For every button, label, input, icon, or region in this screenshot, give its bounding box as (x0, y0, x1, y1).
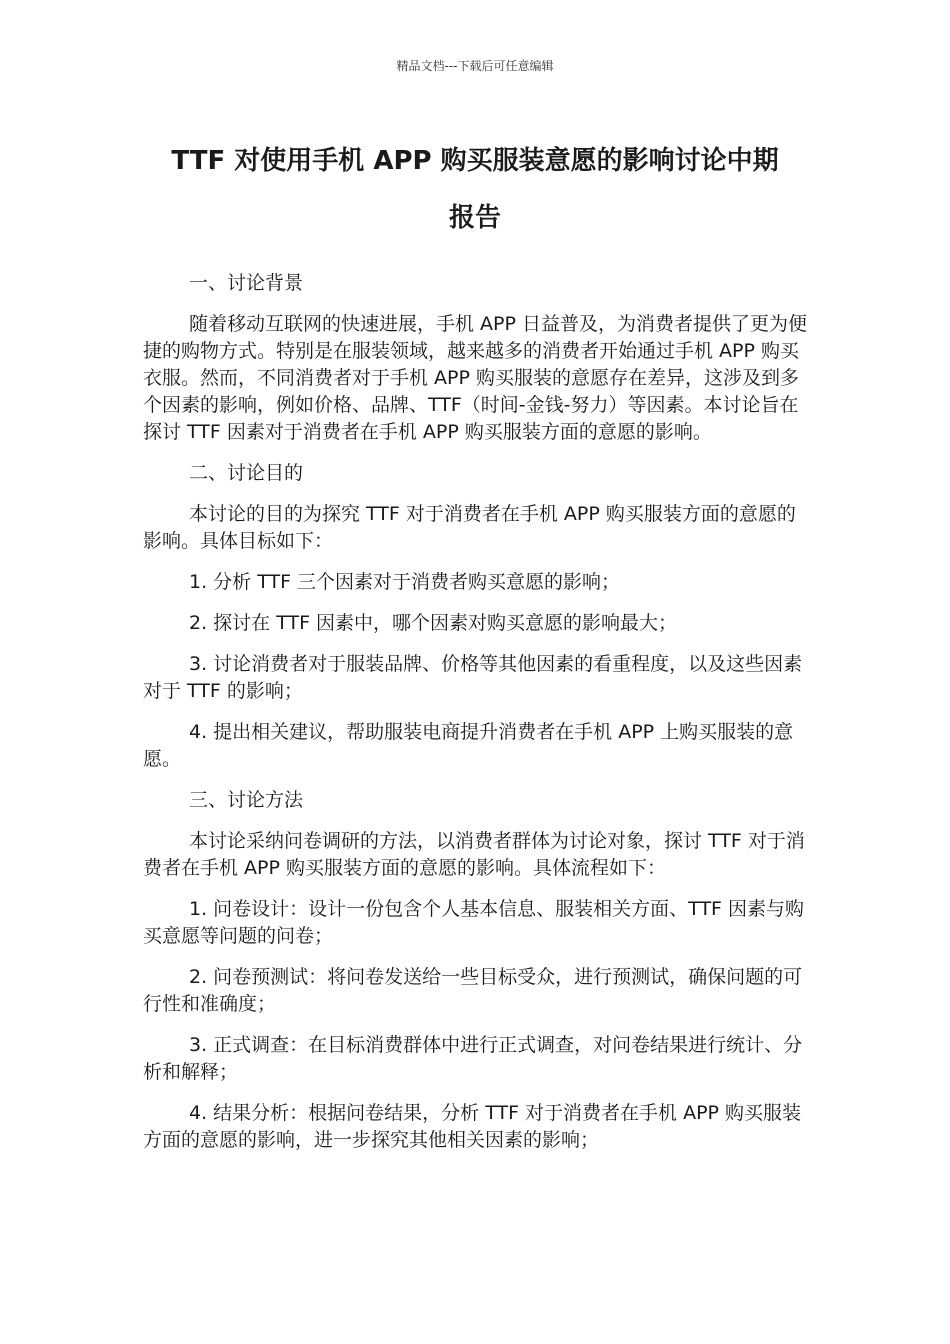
list-item: 4. 结果分析：根据问卷结果，分析 TTF 对于消费者在手机 APP 购买服装方面的意愿的影响，进一步探究其他相关因素的影响； (143, 1102, 802, 1151)
list-item: 1. 问卷设计：设计一份包含个人基本信息、服装相关方面、TTF 因素与购买意愿等问题的问卷； (143, 898, 805, 947)
title-line-1: TTF 对使用手机 APP 购买服装意愿的影响讨论中期 (171, 146, 779, 176)
document-body (143, 270, 808, 1168)
title-line-2: 报告 (448, 203, 501, 233)
document-title (140, 133, 810, 247)
section-heading-background: 一、讨论背景 (189, 272, 304, 294)
header-note: 精品文档---下载后可任意编辑 (396, 59, 554, 73)
section-heading-method: 三、讨论方法 (189, 789, 304, 811)
list-item: 3. 讨论消费者对于服装品牌、价格等其他因素的看重程度，以及这些因素对于 TTF 的影响； (143, 653, 803, 702)
list-item: 2. 问卷预测试：将问卷发送给一些目标受众，进行预测试，确保问题的可行性和准确度； (143, 966, 803, 1015)
list-item: 3. 正式调查：在目标消费群体中进行正式调查，对问卷结果进行统计、分析和解释； (143, 1034, 803, 1083)
list-item: 2. 探讨在 TTF 因素中，哪个因素对购买意愿的影响最大； (189, 612, 678, 634)
section-heading-purpose: 二、讨论目的 (189, 462, 304, 484)
paragraph-method: 本讨论采纳问卷调研的方法，以消费者群体为讨论对象，探讨 TTF 对于消费者在手机 APP 购买服装方面的意愿的影响。具体流程如下： (143, 830, 805, 879)
list-item: 1. 分析 TTF 三个因素对于消费者购买意愿的影响； (189, 571, 621, 593)
list-item: 4. 提出相关建议，帮助服装电商提升消费者在手机 APP 上购买服装的意愿。 (143, 721, 794, 770)
paragraph-background: 随着移动互联网的快速进展，手机 APP 日益普及，为消费者提供了更为便捷的购物方式。特别是在服装领域，越来越多的消费者开始通过手机 APP 购买衣服。然而，不同消费者对于手机 APP 购买服装的意愿存在差异，这涉及到多个因素的影响，例如价格、品牌、TTF（时间-金钱-努力）等因素。本讨论旨在探讨 TTF 因素对于消费者在手机 APP 购买服装方面的意愿的影响。 (143, 313, 807, 443)
paragraph-purpose: 本讨论的目的为探究 TTF 对于消费者在手机 APP 购买服装方面的意愿的影响。具体目标如下： (143, 503, 796, 552)
